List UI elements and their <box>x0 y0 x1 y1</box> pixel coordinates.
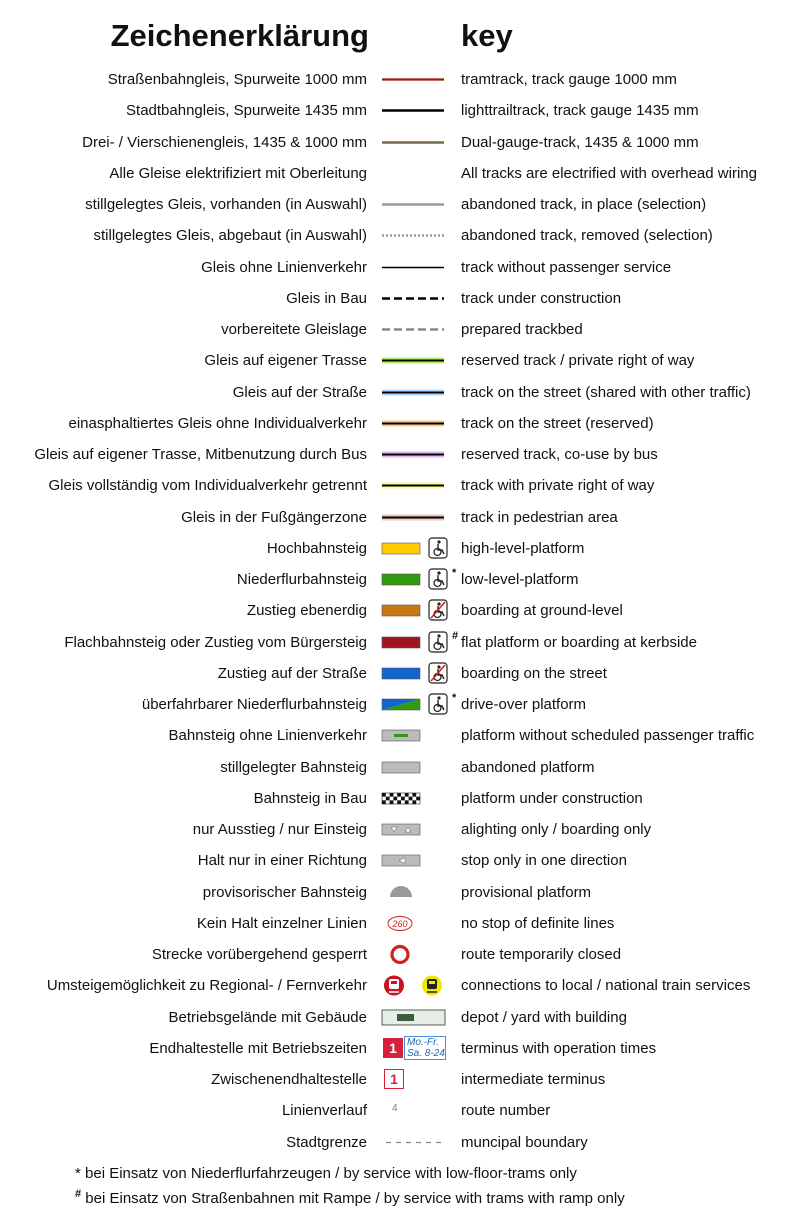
legend-label-en: stop only in one direction <box>461 852 627 870</box>
legend-row <box>0 783 797 814</box>
legend-symbol <box>380 845 456 876</box>
symbol-none <box>380 158 456 189</box>
legend-label-de: Hochbahnsteig <box>266 539 367 557</box>
national-train-icon <box>422 976 442 996</box>
legend-symbol <box>380 283 456 314</box>
legend-label-de: Flachbahnsteig oder Zustieg vom Bürgersteig <box>64 633 367 651</box>
legend-row <box>0 127 797 158</box>
legend-row <box>0 564 797 595</box>
legend-row <box>0 502 797 533</box>
legend-label-de: Zwischenendhaltestelle <box>211 1071 367 1088</box>
legend-symbol <box>380 158 456 189</box>
wheelchair-icon <box>429 632 447 652</box>
legend-label-en: drive-over platform <box>461 696 587 713</box>
legend-symbol <box>380 689 456 720</box>
legend-row <box>0 689 797 720</box>
symbol-casing-yellow <box>380 470 456 501</box>
legend-row <box>0 814 797 845</box>
legend-label-en: prepared trackbed <box>461 321 583 338</box>
legend-label-de: Stadtbahngleis, Spurweite 1435 mm <box>126 102 367 120</box>
legend-symbol <box>380 64 456 95</box>
intermediate-terminus-number: 1 <box>384 1069 404 1089</box>
legend-row <box>0 408 797 439</box>
footnote-text: bei Einsatz von Straßenbahnen mit Rampe / by service with trams with ramp only <box>85 1190 625 1207</box>
legend-symbol <box>380 658 456 689</box>
legend-row <box>0 470 797 501</box>
footnote-ramp <box>75 1188 625 1207</box>
footnote-reference: * <box>452 567 457 579</box>
legend-label-de: Gleis vollständig vom Individualverkehr getrennt <box>48 477 367 495</box>
footnote-mark: * <box>75 1165 81 1182</box>
symbol-platform-one-direction <box>380 845 456 876</box>
legend-symbol <box>380 595 456 626</box>
legend-row <box>0 908 797 939</box>
symbol-platform-bluegreen <box>380 689 456 720</box>
legend-label-en: terminus with operation times <box>461 1039 657 1057</box>
legend-label-en: boarding at ground-level <box>461 602 623 620</box>
footnote-reference: # <box>452 629 459 642</box>
legend-label-de: Gleis in der Fußgängerzone <box>181 508 367 526</box>
symbol-line-brown <box>380 127 456 158</box>
legend-label-de: nur Ausstieg / nur Einsteig <box>192 821 367 838</box>
legend-row <box>0 158 797 189</box>
symbol-platform-unused <box>380 720 456 751</box>
legend-symbol <box>0 1033 460 1064</box>
legend-row <box>0 720 797 751</box>
legend-row <box>0 189 797 220</box>
legend-row <box>0 283 797 314</box>
legend-label-de: Betriebsgelände mit Gebäude <box>168 1008 367 1026</box>
legend-row <box>0 939 797 970</box>
legend-symbol <box>380 252 456 283</box>
legend-row <box>0 220 797 251</box>
legend-label-en: lighttrailtrack, track gauge 1435 mm <box>461 102 699 120</box>
legend-row <box>0 1033 797 1064</box>
symbol-no-stop <box>380 908 456 939</box>
legend-label-de: provisorischer Bahnsteig <box>202 883 367 901</box>
symbol-line-black <box>380 95 456 126</box>
symbol-line-dashed-grey <box>380 314 456 345</box>
legend-label-de: stillgelegtes Gleis, vorhanden (in Auswahl) <box>85 196 367 213</box>
legend-row <box>0 345 797 376</box>
legend-symbol <box>380 564 456 595</box>
legend-label-de: stillgelegtes Gleis, abgebaut (in Auswahl) <box>93 227 367 245</box>
symbol-casing-sand <box>380 502 456 533</box>
symbol-platform-ochre <box>380 595 456 626</box>
footnote-text: bei Einsatz von Niederflurfahrzeugen / by service with low-floor-trams only <box>85 1165 577 1182</box>
legend-symbol <box>380 627 459 658</box>
legend-symbol <box>0 1064 460 1095</box>
legend-label-en: muncipal boundary <box>461 1133 588 1151</box>
legend-label-de: Gleis ohne Linienverkehr <box>201 258 367 276</box>
footnote-reference: * <box>452 692 457 704</box>
legend-label-de: Niederflurbahnsteig <box>236 571 367 588</box>
no-stop-line-number: 260 <box>392 918 408 929</box>
terminus-times <box>404 1036 446 1060</box>
symbol-platform-alight-board <box>380 814 456 845</box>
symbol-platform-yellow <box>380 533 456 564</box>
regional-train-icon <box>384 976 404 996</box>
legend-label-en: abandoned platform <box>461 758 595 776</box>
legend-row <box>0 658 797 689</box>
legend-label-de: Drei- / Vierschienengleis, 1435 & 1000 mm <box>82 133 367 151</box>
legend-label-de: Halt nur in einer Richtung <box>197 852 367 870</box>
symbol-line-red <box>380 64 456 95</box>
legend-row <box>0 845 797 876</box>
legend-label-de: Gleis auf der Straße <box>232 383 367 401</box>
legend-row <box>0 1002 797 1033</box>
legend-label-en: provisional platform <box>461 883 592 901</box>
legend-symbol <box>380 814 456 845</box>
legend-row <box>0 95 797 126</box>
symbol-platform-green <box>380 564 456 595</box>
legend-row <box>0 1095 797 1126</box>
legend-label-de: Alle Gleise elektrifiziert mit Oberleitung <box>109 164 367 182</box>
legend-symbol <box>380 408 456 439</box>
legend-row <box>0 627 797 658</box>
legend-label-en: platform without scheduled passenger traffic <box>461 727 755 745</box>
legend-label-de: Linienverlauf <box>281 1102 367 1120</box>
symbol-platform-abandoned <box>380 752 456 783</box>
legend-label-en: route number <box>461 1102 551 1120</box>
legend-label-en: abandoned track, in place (selection) <box>461 196 707 213</box>
symbol-route-closed <box>380 939 456 970</box>
legend-symbol <box>380 1002 456 1033</box>
wheelchair-icon <box>429 538 447 558</box>
legend-symbol <box>380 189 456 220</box>
legend-label-en: reserved track, co-use by bus <box>461 446 658 463</box>
legend-label-de: Zustieg ebenerdig <box>246 602 367 620</box>
legend-label-de: Bahnsteig ohne Linienverkehr <box>168 727 367 745</box>
footnote-low-floor <box>75 1165 577 1182</box>
legend-row <box>0 877 797 908</box>
legend-row <box>0 1127 797 1158</box>
legend-label-de: Straßenbahngleis, Spurweite 1000 mm <box>107 71 367 88</box>
legend-row <box>0 252 797 283</box>
legend-title-de: Zeichenerklärung <box>110 18 369 53</box>
legend-label-en: no stop of definite lines <box>461 914 615 932</box>
symbol-platform-darkred <box>380 627 459 658</box>
legend-label-de: Stadtgrenze <box>286 1133 367 1151</box>
legend-row <box>0 970 797 1001</box>
legend-symbol <box>380 95 456 126</box>
terminus-number: 1 <box>383 1038 403 1058</box>
legend-label-de: Gleis auf eigener Trasse, Mitbenutzung durch Bus <box>34 446 367 463</box>
legend-symbol <box>380 877 456 908</box>
legend-symbol <box>380 502 456 533</box>
legend-label-de: Strecke vorübergehend gesperrt <box>151 946 367 963</box>
symbol-train-connections <box>380 970 456 1001</box>
symbol-line-grey <box>380 189 456 220</box>
legend-symbol <box>380 345 456 376</box>
legend-label-de: Umsteigemöglichkeit zu Regional- / Fernverkehr <box>46 977 367 995</box>
legend-symbol <box>380 970 456 1001</box>
legend-label-de: Bahnsteig in Bau <box>253 789 367 807</box>
legend-label-de: Kein Halt einzelner Linien <box>196 914 367 932</box>
legend-label-en: track with private right of way <box>461 477 655 495</box>
legend-symbol <box>380 908 456 939</box>
symbol-line-dashed-black <box>380 283 456 314</box>
legend-symbol <box>380 470 456 501</box>
legend-label-de: Endhaltestelle mit Betriebszeiten <box>149 1039 367 1057</box>
legend-label-en: intermediate terminus <box>461 1071 606 1088</box>
legend-symbol <box>380 127 456 158</box>
wheelchair-icon <box>429 694 447 714</box>
legend-label-en: track in pedestrian area <box>461 508 618 526</box>
legend-label-en: All tracks are electrified with overhead wiring <box>461 164 757 182</box>
legend-row <box>0 595 797 626</box>
legend-label-en: flat platform or boarding at kerbside <box>461 633 697 651</box>
legend-label-en: alighting only / boarding only <box>461 821 652 838</box>
legend-label-en: Dual-gauge-track, 1435 & 1000 mm <box>461 133 699 151</box>
symbol-casing-violet <box>380 439 456 470</box>
symbol-depot <box>380 1002 456 1033</box>
legend-label-de: vorbereitete Gleislage <box>221 321 367 338</box>
route-number-label: 4 <box>392 1103 398 1115</box>
legend-title-en: key <box>461 18 513 53</box>
legend-row <box>0 439 797 470</box>
legend-label-en: tramtrack, track gauge 1000 mm <box>461 71 677 88</box>
legend-symbol <box>380 752 456 783</box>
legend-label-en: reserved track / private right of way <box>461 352 695 370</box>
symbol-line-thin-black <box>380 252 456 283</box>
legend-label-de: einasphaltiertes Gleis ohne Individualverkehr <box>68 414 367 432</box>
wheelchair-icon <box>429 569 447 589</box>
legend-row <box>0 314 797 345</box>
legend-symbol <box>380 720 456 751</box>
symbol-municipal-boundary <box>380 1127 456 1158</box>
legend-row <box>0 64 797 95</box>
legend-symbol <box>0 1095 460 1126</box>
legend-symbol <box>380 939 456 970</box>
symbol-casing-orange <box>380 408 456 439</box>
legend-symbol <box>380 314 456 345</box>
legend-row <box>0 752 797 783</box>
symbol-platform-checkered <box>380 783 456 814</box>
legend-row <box>0 377 797 408</box>
symbol-platform-provisional <box>380 877 456 908</box>
legend-symbol <box>380 377 456 408</box>
legend-label-de: Gleis in Bau <box>286 289 367 307</box>
legend-label-de: Gleis auf eigener Trasse <box>204 352 367 370</box>
legend-label-de: Zustieg auf der Straße <box>217 664 367 682</box>
legend-label-de: stillgelegter Bahnsteig <box>220 758 367 776</box>
symbol-platform-blue <box>380 658 456 689</box>
legend-symbol <box>380 783 456 814</box>
legend-label-en: platform under construction <box>461 789 643 807</box>
legend-label-en: abandoned track, removed (selection) <box>461 227 713 245</box>
legend-label-en: depot / yard with building <box>461 1008 627 1026</box>
legend-label-en: low-level-platform <box>461 571 579 588</box>
legend-label-en: boarding on the street <box>461 664 607 682</box>
legend-row <box>0 1064 797 1095</box>
legend-label-en: connections to local / national train services <box>461 977 751 995</box>
legend-symbol <box>380 1127 456 1158</box>
legend-label-en: track on the street (reserved) <box>461 414 654 432</box>
terminus-times-weekday: Mo.-Fr. <box>407 1036 439 1048</box>
legend-symbol <box>380 220 456 251</box>
legend-symbol <box>380 533 456 564</box>
symbol-casing-blue <box>380 377 456 408</box>
footnote-mark: # <box>75 1188 82 1200</box>
legend-symbol <box>380 439 456 470</box>
legend-row <box>0 533 797 564</box>
legend-label-en: track without passenger service <box>461 258 672 276</box>
legend-label-en: track on the street (shared with other traffic) <box>461 383 751 401</box>
symbol-casing-green <box>380 345 456 376</box>
legend-label-en: track under construction <box>461 289 622 307</box>
terminus-times-saturday: Sa. 8-24 <box>407 1047 445 1059</box>
legend-label-en: route temporarily closed <box>461 946 622 963</box>
legend-label-en: high-level-platform <box>461 539 585 557</box>
legend-label-de: überfahrbarer Niederflurbahnsteig <box>141 696 367 713</box>
symbol-line-grey-dotted <box>380 220 456 251</box>
